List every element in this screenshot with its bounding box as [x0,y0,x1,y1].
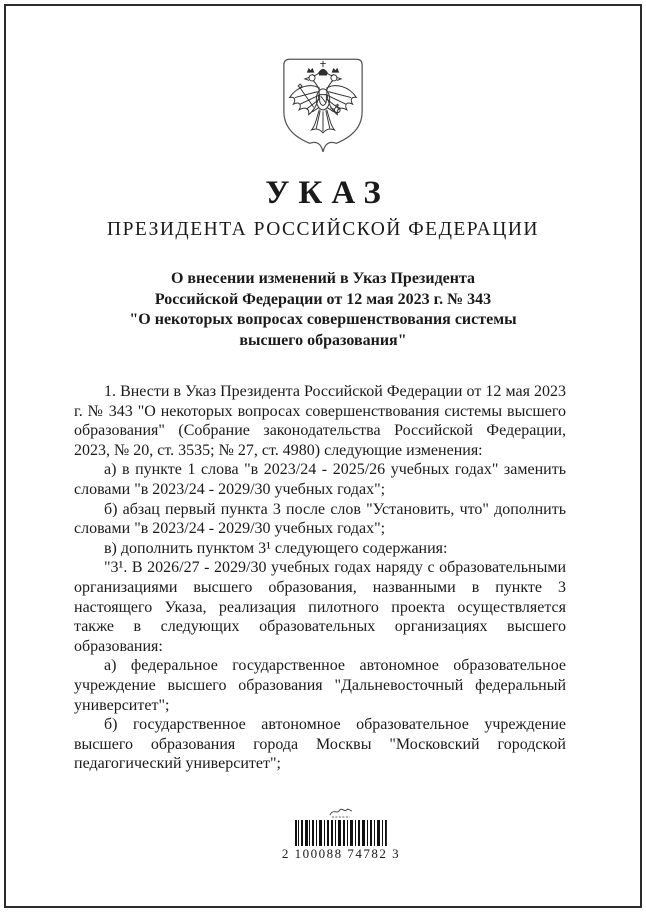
body-paragraph: "3¹. В 2026/27 - 2029/30 учебных годах наряду с образовательными организациями высшего образования, названными в пункте 3 настоящего Указа, реализация пилотного проекта осуществляется также в следующих образовательных организациях высшего образования: [74,559,566,655]
barcode-number: 2 100088 74782 3 [281,846,401,861]
coat-of-arms-emblem [281,56,365,163]
registration-barcode-block [282,806,400,861]
body-paragraph: б) государственное автономное образовательное учреждение высшего образования города Москвы "Московский городской педагогический университет"; [74,716,566,773]
title-line: высшего образования" [239,331,407,349]
title-line: Российской Федерации от 12 мая 2023 г. № 343 [154,290,492,308]
signature-squiggle-icon [326,806,356,819]
body-paragraph: б) абзац первый пункта 3 после слов "Установить, что" дополнить словами "в 2023/24 - 2029/30 учебных годах"; [74,500,566,538]
title-line: "О некоторых вопросах совершенствования системы [129,311,517,328]
doc-type-heading: УКАЗ [265,175,390,211]
decree-body [74,382,566,774]
body-paragraph: а) федеральное государственное автономное образовательное учреждение высшего образования "Дальневосточный федеральный университет"; [74,657,566,714]
title-line: О внесении изменений в Указ Президента [170,270,476,287]
barcode-icon [295,820,387,846]
issuer-line: ПРЕЗИДЕНТА РОССИЙСКОЙ ФЕДЕРАЦИИ [107,219,539,240]
body-paragraph: 1. Внести в Указ Президента Российской Федерации от 12 мая 2023 г. № 343 "О некоторых вопросах совершенствования системы высшего образования" (Собрание законодательства Российской Федерации, 2023, № 20, ст. 3535; № 27, ст. 4980) следующие изменения: [74,383,566,459]
body-paragraph: а) в пункте 1 слова "в 2023/24 - 2025/26 учебных годах" заменить словами "в 2023/24 - 2029/30 учебных годах"; [74,461,566,498]
double-headed-eagle-icon [281,56,365,158]
document-title [60,269,586,351]
body-paragraph: в) дополнить пунктом 3¹ следующего содержания: [104,539,448,557]
